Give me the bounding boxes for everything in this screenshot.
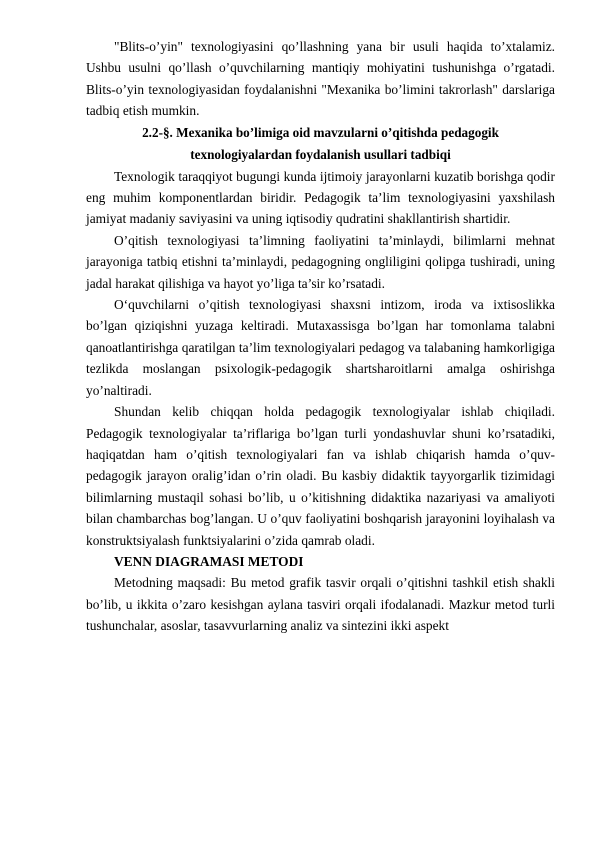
body-paragraph: O‘quvchilarni o’qitish texnologiyasi shaxsni intizom, iroda va ixtisoslikka bo’lgan qiziqishni yuzaga keltiradi. Mutaxassisga bo’lgan har tomonlama talabni qanoatlantirishga qaratilgan ta’lim texnologiyalari pedagog va talabaning hamkorligiga tezlikda moslangan psixologik-pedagogik shartsharoitlarni amalga oshirishga yo’naltiradi. (86, 297, 555, 398)
body-paragraph: Shundan kelib chiqqan holda pedagogik texnologiyalar ishlab chiqiladi. Pedagogik texnologiyalar ta’riflariga bo’lgan turli yondashuvlar shuni ko’rsatadiki, haqiqatdan ham o’qitish texnologiyalari fan va ishlab chiqarish hamda o’quv-pedagogik jarayon oralig’idan o’rin oladi. Bu kasbiy didaktik tayyorgarlik tizimidagi bilimlarning mustaqil sohasi bo’lib, u o’kitishning didaktika nazariyasi va amaliyoti bilan chambarchas bog’langan. U o’quv faoliyatini boshqarish jarayonini loyihalash va konstruktsiyalash funktsiyalarini o’zida qamrab oladi. (86, 404, 555, 548)
intro-paragraph: "Blits-o’yin" texnologiyasini qo’llashning yana bir usuli haqida to’xtalamiz. Ushbu usulni qo’llash o’quvchilarning mantiqiy mohiyatini tushunishga o’rgatadi. Blits-o’yin texnologiyasidan foydalanishni "Mexanika bo’limini takrorlash" darslariga tadbiq etish mumkin. (86, 39, 555, 119)
final-paragraph: Metodning maqsadi: Bu metod grafik tasvir orqali o’qitishni tashkil etish shakli bo’lib, u ikkita o’zaro kesishgan aylana tasviri orqali ifodalanadi. Mazkur metod turli tushunchalar, asoslar, tasavvurlarning analiz va sintezini ikki aspekt (86, 575, 555, 634)
section-heading: 2.2-§. Mexanika bo’limiga oid mavzularni o’qitishda pedagogik texnologiyalardan foydalanish usullari tadbiqi (142, 124, 499, 162)
document-page (86, 36, 555, 637)
body-paragraph: O’qitish texnologiyasi ta’limning faoliyatini ta’minlaydi, bilimlarni mehnat jarayoniga tatbiq etishni ta’minlaydi, pedagogning ongliligini qolipga tushiradi, uning jadal harakat qilishiga va hayot yo’liga ta’sir ko’rsatadi. (86, 232, 555, 291)
body-paragraph: Texnologik taraqqiyot bugungi kunda ijtimoiy jarayonlarni kuzatib borishga qodir eng muhim komponentlardan biridir. Pedagogik ta’lim texnologiyasini yaxshilash jamiyat madaniy saviyasini va uning iqtisodiy qudratini shakllantirish shartidir. (86, 168, 555, 227)
venn-diagram-subheading: VENN DIAGRAMASI METODI (114, 553, 304, 569)
